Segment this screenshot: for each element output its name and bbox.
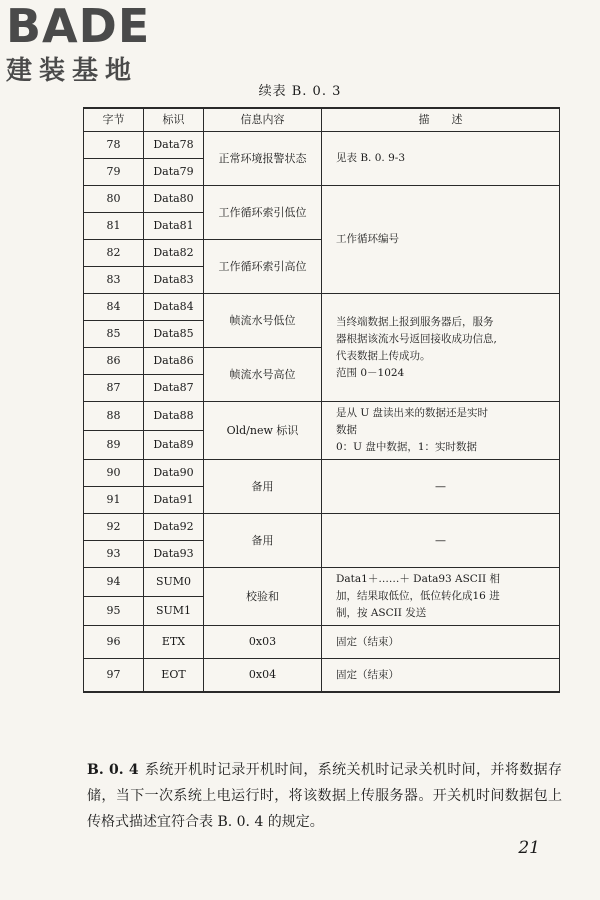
header-byte: 字节 (84, 108, 144, 132)
byte-cell: 94 (84, 568, 144, 597)
table-row (84, 294, 560, 321)
table-row (84, 186, 560, 213)
info-cell: 工作循环索引高位 (204, 240, 322, 294)
id-cell: Data92 (144, 514, 204, 541)
desc-cell: 固定（结束） (322, 626, 560, 659)
desc-line: 制，按 ASCII 发送 (336, 607, 427, 619)
desc-line: 代表数据上传成功。 (336, 349, 431, 362)
id-cell: Data82 (144, 240, 204, 267)
info-cell: 0x03 (204, 626, 322, 659)
id-cell: SUM1 (144, 597, 204, 626)
id-cell: Data91 (144, 487, 204, 514)
desc-line: 加，结果取低位，低位转化成16 进 (336, 590, 500, 602)
page-number: 21 (518, 838, 540, 858)
byte-cell: 79 (84, 159, 144, 186)
logo (6, 2, 150, 86)
id-cell: Data89 (144, 431, 204, 460)
byte-cell: 82 (84, 240, 144, 267)
id-cell: SUM0 (144, 568, 204, 597)
byte-cell: 80 (84, 186, 144, 213)
byte-cell: 81 (84, 213, 144, 240)
table-row (84, 568, 560, 597)
table-row (84, 132, 560, 159)
table-row (84, 402, 560, 431)
byte-cell: 93 (84, 541, 144, 568)
info-cell: 帧流水号低位 (204, 294, 322, 348)
desc-cell (322, 294, 560, 402)
info-cell: 工作循环索引低位 (204, 186, 322, 240)
desc-cell: — (322, 514, 560, 568)
byte-cell: 78 (84, 132, 144, 159)
table-caption: 续表 B. 0. 3 (258, 84, 342, 99)
byte-cell: 97 (84, 659, 144, 693)
id-cell: Data87 (144, 375, 204, 402)
byte-cell: 95 (84, 597, 144, 626)
id-cell: Data80 (144, 186, 204, 213)
byte-cell: 86 (84, 348, 144, 375)
info-cell: 校验和 (204, 568, 322, 626)
info-cell: 备用 (204, 460, 322, 514)
byte-cell: 87 (84, 375, 144, 402)
byte-cell: 89 (84, 431, 144, 460)
desc-line: 工作循环编号 (336, 233, 399, 245)
info-cell: 正常环境报警状态 (204, 132, 322, 186)
id-cell: Data86 (144, 348, 204, 375)
byte-cell: 90 (84, 460, 144, 487)
desc-line: 0：U 盘中数据，1：实时数据 (336, 441, 478, 453)
info-cell: Old/new 标识 (204, 402, 322, 460)
info-cell: 帧流水号高位 (204, 348, 322, 402)
desc-cell: 固定（结束） (322, 659, 560, 693)
id-cell: Data85 (144, 321, 204, 348)
desc-line: Data1＋……＋ Data93 ASCII 相 (336, 573, 500, 585)
id-cell: Data81 (144, 213, 204, 240)
clause-number: B. 0. 4 (87, 762, 139, 778)
info-cell: 0x04 (204, 659, 322, 693)
desc-line: 是从 U 盘读出来的数据还是实时 (336, 407, 489, 419)
desc-cell (322, 186, 560, 294)
header-desc: 描 述 (322, 108, 560, 132)
desc-cell: — (322, 460, 560, 514)
id-cell: Data90 (144, 460, 204, 487)
desc-cell (322, 132, 560, 186)
table-row (84, 626, 560, 659)
id-cell: Data84 (144, 294, 204, 321)
id-cell: Data88 (144, 402, 204, 431)
header-id: 标识 (144, 108, 204, 132)
table-row (84, 514, 560, 541)
byte-cell: 91 (84, 487, 144, 514)
byte-cell: 85 (84, 321, 144, 348)
logo-tagline: 建装基地 (6, 56, 139, 86)
desc-line: 当终端数据上报到服务器后，服务 (336, 315, 494, 328)
table-header-row (84, 108, 560, 132)
id-cell: EOT (144, 659, 204, 693)
id-cell: ETX (144, 626, 204, 659)
desc-cell (322, 402, 560, 460)
desc-line: 范围 0－1024 (336, 366, 405, 379)
spec-table (83, 107, 560, 693)
byte-cell: 83 (84, 267, 144, 294)
id-cell: Data79 (144, 159, 204, 186)
byte-cell: 96 (84, 626, 144, 659)
desc-cell (322, 568, 560, 626)
header-info: 信息内容 (204, 108, 322, 132)
table-row (84, 460, 560, 487)
logo-brand: BADE (6, 0, 151, 53)
desc-line: 器根据该流水号返回接收成功信息, (336, 332, 497, 345)
desc-line: 数据 (336, 424, 357, 436)
id-cell: Data78 (144, 132, 204, 159)
id-cell: Data93 (144, 541, 204, 568)
desc-line: 见表 B. 0. 9-3 (336, 152, 405, 164)
byte-cell: 84 (84, 294, 144, 321)
section-paragraph (87, 757, 562, 835)
byte-cell: 88 (84, 402, 144, 431)
byte-cell: 92 (84, 514, 144, 541)
info-cell: 备用 (204, 514, 322, 568)
id-cell: Data83 (144, 267, 204, 294)
clause-text: 系统开机时记录开机时间，系统关机时记录关机时间，并将数据存储，当下一次系统上电运行时，将该数据上传服务器。开关机时间数据包上传格式描述宜符合表 B. 0. 4 的规定。 (87, 762, 563, 830)
table-row (84, 659, 560, 693)
